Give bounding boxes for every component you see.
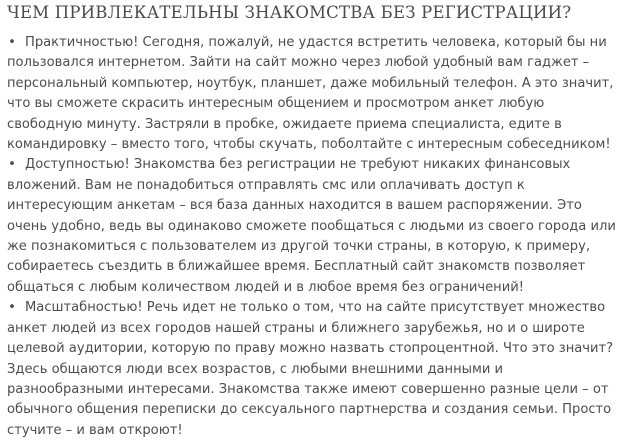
bullet-icon: • — [8, 157, 16, 173]
list-item-text: Доступностью! Знакомства без регистрации не требуют никаких финансовых вложений. Вам не понадобиться отправлять смс или оплачивать доступ к интересующим анкетам – вся база данных находится в вашем распоряжении. Это очень удобно, ведь вы одинаково сможете пообщаться с людьми из своего города или же познакомиться с пользователем из другой точки страны, в которую, к примеру, собираетесь съездить в ближайшее время. Бесплатный сайт знакомств позволяет общаться с любым количеством людей и в любое время без ограничений! — [7, 157, 616, 295]
list-item-practicality — [7, 33, 620, 155]
list-item-scale — [7, 298, 620, 441]
bullet-icon: • — [8, 300, 16, 316]
bullet-icon: • — [8, 35, 16, 50]
benefits-list — [7, 33, 620, 441]
list-item-accessibility — [7, 155, 620, 298]
article-heading: ЧЕМ ПРИВЛЕКАТЕЛЬНЫ ЗНАКОМСТВА БЕЗ РЕГИСТРАЦИИ? — [7, 3, 572, 22]
list-item-text: Практичностью! Сегодня, пожалуй, не удастся встретить человека, который бы ни пользовался интернетом. Зайти на сайт можно через любой удобный вам гаджет – персональный компьютер, ноутбук, планшет, даже мобильный телефон. А это значит, что вы сможете скрасить интересным общением и просмотром анкет любую свободную минуту. Застряли в пробке, ожидаете приема специалиста, едите в командировку – вместо того, чтобы скучать, поболтайте с интересным собеседником! — [7, 35, 614, 153]
list-item-text: Масштабностью! Речь идет не только о том, что на сайте присутствует множество анкет людей из всех городов нашей страны и ближнего зарубежья, но и о широте целевой аудитории, которую по праву можно назвать стопроцентной. Что это значит? Здесь общаются люди всех возрастов, с любыми внешними данными и разнообразными интересами. Знакомства также имеют совершенно разные цели – от обычного общения переписки до сексуального партнерства и создания семьи. Просто стучите – и вам откроют! — [7, 300, 614, 438]
